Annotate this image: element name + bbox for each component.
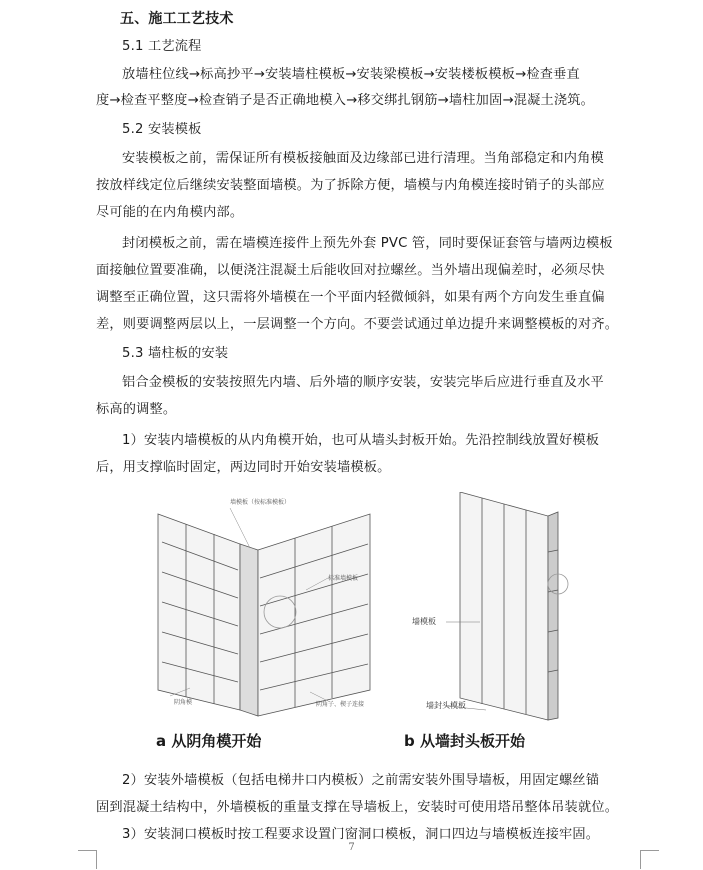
label-pins-wedges: 阴角子、楔子连接 xyxy=(316,701,365,708)
inner-corner-drawing xyxy=(158,508,370,716)
paragraph-line: 调整至正确位置，这只需将外墙模在一个平面内轻微倾斜，如果有两个方向发生垂直偏 xyxy=(96,290,605,305)
formwork-figure xyxy=(130,492,590,760)
label-standard-panel: 标准墙模板 xyxy=(328,575,359,582)
figure-b-caption: b 从墙封头板开始 xyxy=(404,732,525,750)
paragraph-line: 封闭模板之前，需在墙模连接件上预先外套 PVC 管，同时要保证套管与墙两边模板 xyxy=(122,236,613,251)
label-wall-formwork: 墙模板 xyxy=(412,617,436,626)
subsection-5-1-title: 5.1 工艺流程 xyxy=(122,39,202,54)
paragraph-line: 3）安装洞口模板时按工程要求设置门窗洞口模板，洞口四边与墙模板连接牢固。 xyxy=(122,827,600,842)
label-inner-corner: 阴角模 xyxy=(174,699,193,706)
figure-a-caption: a 从阴角模开始 xyxy=(156,732,262,750)
subsection-5-2-title: 5.2 安装模板 xyxy=(122,122,202,137)
formwork-drawings xyxy=(130,492,590,760)
paragraph-line: 铝合金模板的安装按照先内墙、后外墙的顺序安装，安装完毕后应进行垂直及水平 xyxy=(122,375,604,390)
paragraph-line: 尽可能的在内角模内部。 xyxy=(96,205,244,220)
paragraph-line: 放墙柱位线→标高抄平→安装墙柱模板→安装梁模板→安装楼板模板→检查垂直 xyxy=(122,67,580,82)
paragraph-line: 固到混凝土结构中，外墙模板的重量支撑在导墙板上，安装时可使用塔吊整体吊装就位。 xyxy=(96,800,619,815)
paragraph-line: 标高的调整。 xyxy=(96,402,177,417)
paragraph-line: 安装模板之前，需保证所有模板接触面及边缘部已进行清理。当角部稳定和内角模 xyxy=(122,151,604,166)
paragraph-line: 度→检查平整度→检查销子是否正确地模入→移交绑扎钢筋→墙柱加固→混凝土浇筑。 xyxy=(96,93,595,108)
page-number: 7 xyxy=(348,842,355,853)
subsection-5-3-title: 5.3 墙柱板的安装 xyxy=(122,346,229,361)
label-end-closure: 墙封头模板 xyxy=(426,701,466,710)
paragraph-line: 按放样线定位后继续安装整面墙模。为了拆除方便，墙模与内角模连接时销子的头部应 xyxy=(96,178,605,193)
paragraph-line: 后，用支撑临时固定，两边同时开始安装墙模板。 xyxy=(96,460,391,475)
paragraph-line: 2）安装外墙模板（包括电梯井口内模板）之前需安装外围导墙板，用固定螺丝锚 xyxy=(122,773,600,788)
label-wall-panel: 墙模板（按标准模板） xyxy=(230,499,291,506)
paragraph-line: 面接触位置要准确，以便浇注混凝土后能收回对拉螺丝。当外墙出现偏差时，必须尽快 xyxy=(96,263,605,278)
paragraph-line: 1）安装内墙模板的从内角模开始，也可从墙头封板开始。先沿控制线放置好模板 xyxy=(122,433,600,448)
end-closure-drawing xyxy=(446,492,568,720)
paragraph-line: 差，则要调整两层以上，一层调整一个方向。不要尝试通过单边提升来调整模板的对齐。 xyxy=(96,317,619,332)
section-heading: 五、施工工艺技术 xyxy=(120,11,234,27)
